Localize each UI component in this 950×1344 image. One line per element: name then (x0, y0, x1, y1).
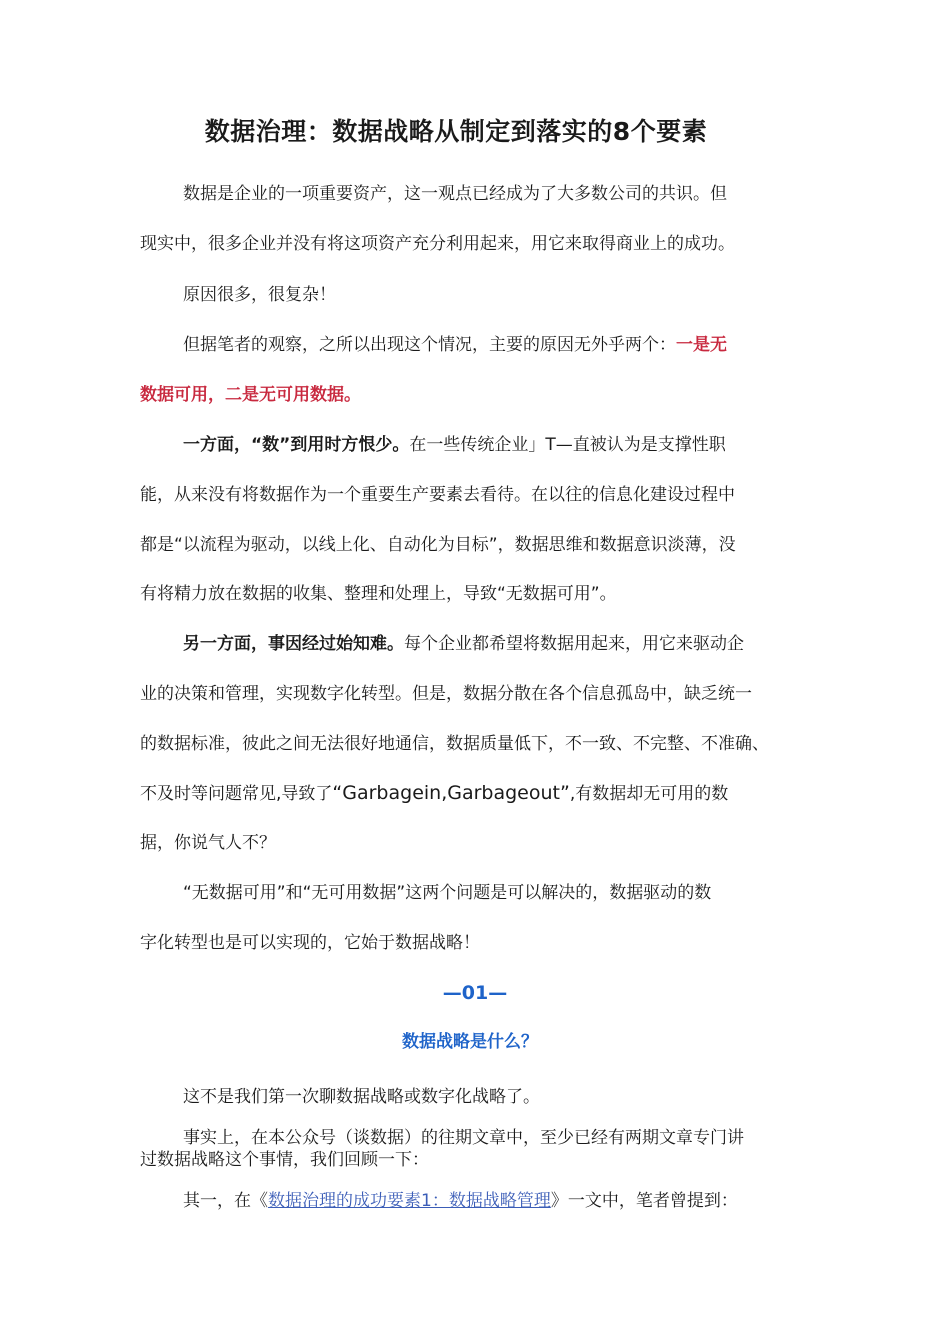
paragraph-text: 其一，在《 (183, 1191, 268, 1211)
paragraph-line: 有将精力放在数据的收集、整理和处理上，导致“无数据可用”。 (140, 584, 617, 604)
paragraph-line: 的数据标准，彼此之间无法很好地通信，数据质量低下，不一致、不完整、不准确、 (140, 734, 769, 754)
paragraph-line: 原因很多，很复杂！ (183, 285, 336, 305)
paragraph-text: 但据笔者的观察，之所以出现这个情况，主要的原因无外乎两个： (183, 335, 676, 355)
paragraph-line (140, 781, 728, 806)
section-heading: 数据战略是什么？ (402, 1032, 538, 1052)
paragraph-line: 过数据战略这个事情，我们回顾一下： (140, 1150, 429, 1170)
paragraph-text: ,有数据却无可用的数 (569, 784, 729, 804)
paragraph-text: 》一文中，笔者曾提到： (550, 1191, 738, 1211)
paragraph-text: 每个企业都希望将数据用起来，用它来驱动企 (404, 634, 744, 654)
paragraph-text: 在一些传统企业」T—直被认为是支撑性职 (409, 435, 726, 455)
highlight-text: 数据可用，二是无可用数据。 (140, 385, 361, 405)
paragraph-line (183, 632, 744, 656)
paragraph-line: 业的决策和管理，实现数字化转型。但是，数据分散在各个信息孤岛中，缺乏统一 (140, 684, 752, 704)
paragraph-line: 数据是企业的一项重要资产，这一观点已经成为了大多数公司的共识。但 (183, 184, 727, 204)
bold-lead: 另一方面，事因经过始知难。 (183, 634, 404, 654)
paragraph-text: 不及时等问题常见,导致了 (140, 784, 333, 804)
section-number: —01— (442, 982, 508, 1004)
paragraph-line: 据，你说气人不？ (140, 833, 276, 853)
paragraph-line (183, 1189, 738, 1213)
article-link[interactable]: 数据治理的成功要素1：数据战略管理 (268, 1191, 551, 1211)
paragraph-line: 字化转型也是可以实现的，它始于数据战略！ (140, 933, 480, 953)
paragraph-line: 现实中，很多企业并没有将这项资产充分利用起来，用它来取得商业上的成功。 (140, 234, 735, 254)
latin-quote: “Garbagein,Garbageout” (332, 782, 570, 804)
paragraph-line: 事实上，在本公众号（谈数据）的往期文章中，至少已经有两期文章专门讲 (183, 1128, 744, 1148)
paragraph-line: “无数据可用”和“无可用数据”这两个问题是可以解决的，数据驱动的数 (183, 883, 712, 903)
paragraph-line (183, 333, 727, 357)
highlight-text: 一是无 (676, 335, 727, 355)
paragraph-line: 这不是我们第一次聊数据战略或数字化战略了。 (183, 1087, 540, 1107)
paragraph-line: 都是“以流程为驱动，以线上化、自动化为目标”，数据思维和数据意识淡薄，没 (140, 535, 736, 555)
document-title: 数据治理：数据战略从制定到落实的8个要素 (204, 117, 708, 146)
paragraph-line: 能，从来没有将数据作为一个重要生产要素去看待。在以往的信息化建设过程中 (140, 485, 735, 505)
paragraph-line (183, 433, 726, 457)
bold-lead: 一方面，“数”到用时方恨少。 (183, 435, 410, 455)
